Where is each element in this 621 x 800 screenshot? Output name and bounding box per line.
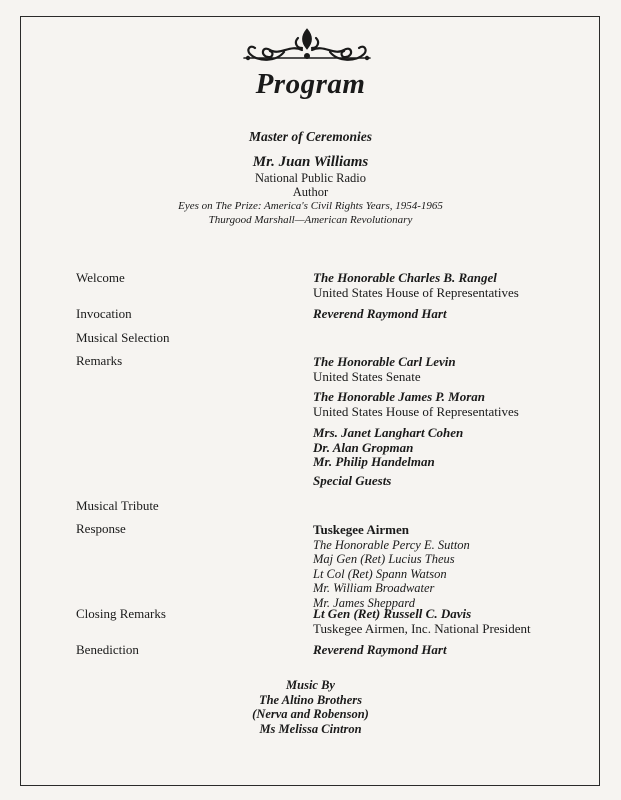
speaker-affiliation: United States Senate bbox=[313, 368, 421, 384]
music-line: (Nerva and Robenson) bbox=[252, 707, 369, 721]
speaker-affiliation: United States House of Representatives bbox=[313, 403, 519, 419]
speaker-affiliation: United States House of Representatives bbox=[313, 284, 519, 300]
musical-selection-label: Musical Selection bbox=[76, 330, 170, 345]
response-member: Mr. William Broadwater bbox=[313, 581, 435, 595]
response-member: Mr. James Sheppard bbox=[313, 595, 415, 610]
speaker-name: Dr. Alan Gropman bbox=[313, 439, 414, 455]
musical-tribute-label: Musical Tribute bbox=[76, 498, 159, 513]
speaker-name: Reverend Raymond Hart bbox=[313, 306, 447, 321]
remarks-speaker-1 bbox=[313, 355, 456, 384]
music-credits bbox=[0, 678, 621, 736]
special-guests-label: Special Guests bbox=[313, 473, 392, 488]
mc-name: Mr. Juan Williams bbox=[252, 154, 369, 170]
page-title: Program bbox=[255, 68, 366, 100]
closing-remarks-speaker bbox=[313, 607, 531, 636]
remarks-speaker-2 bbox=[313, 390, 519, 419]
speaker-name: Mr. Philip Handelman bbox=[313, 454, 435, 469]
welcome-label: Welcome bbox=[76, 270, 125, 285]
remarks-group bbox=[313, 426, 463, 470]
response-heading: Tuskegee Airmen bbox=[313, 522, 409, 537]
speaker-affiliation: Tuskegee Airmen, Inc. National President bbox=[313, 620, 531, 636]
remarks-label: Remarks bbox=[76, 353, 123, 368]
response-member: Maj Gen (Ret) Lucius Theus bbox=[313, 552, 455, 566]
mc-line: National Public Radio bbox=[254, 171, 367, 185]
music-label: Music By bbox=[286, 678, 335, 692]
response-member: The Honorable Percy E. Sutton bbox=[313, 537, 470, 552]
speaker-name: Reverend Raymond Hart bbox=[313, 642, 447, 657]
response-label: Response bbox=[76, 521, 126, 536]
invocation-speaker bbox=[313, 307, 447, 322]
music-line: Ms Melissa Cintron bbox=[259, 721, 362, 736]
invocation-label: Invocation bbox=[76, 306, 132, 321]
welcome-speaker bbox=[313, 271, 519, 300]
ornament-flourish-icon bbox=[240, 26, 375, 66]
special-guests bbox=[313, 474, 391, 489]
master-of-ceremonies-label: Master of Ceremonies bbox=[249, 129, 372, 144]
closing-remarks-label: Closing Remarks bbox=[76, 606, 166, 621]
speaker-name: The Honorable Carl Levin bbox=[313, 354, 456, 369]
response-group bbox=[313, 523, 470, 610]
mc-line: Author bbox=[292, 185, 329, 199]
speaker-name: The Honorable James P. Moran bbox=[313, 389, 486, 404]
benediction-speaker bbox=[313, 643, 447, 658]
music-line: The Altino Brothers bbox=[258, 692, 363, 707]
benediction-label: Benediction bbox=[76, 642, 139, 657]
mc-book: Thurgood Marshall—American Revolutionary bbox=[208, 214, 413, 226]
mc-book: Eyes on The Prize: America's Civil Rights Years, 1954-1965 bbox=[178, 200, 443, 212]
response-member: Lt Col (Ret) Spann Watson bbox=[313, 566, 447, 581]
speaker-name: Lt Gen (Ret) Russell C. Davis bbox=[313, 606, 472, 621]
speaker-name: Mrs. Janet Langhart Cohen bbox=[313, 425, 464, 440]
speaker-name: The Honorable Charles B. Rangel bbox=[313, 270, 497, 285]
master-of-ceremonies-block bbox=[0, 155, 621, 227]
